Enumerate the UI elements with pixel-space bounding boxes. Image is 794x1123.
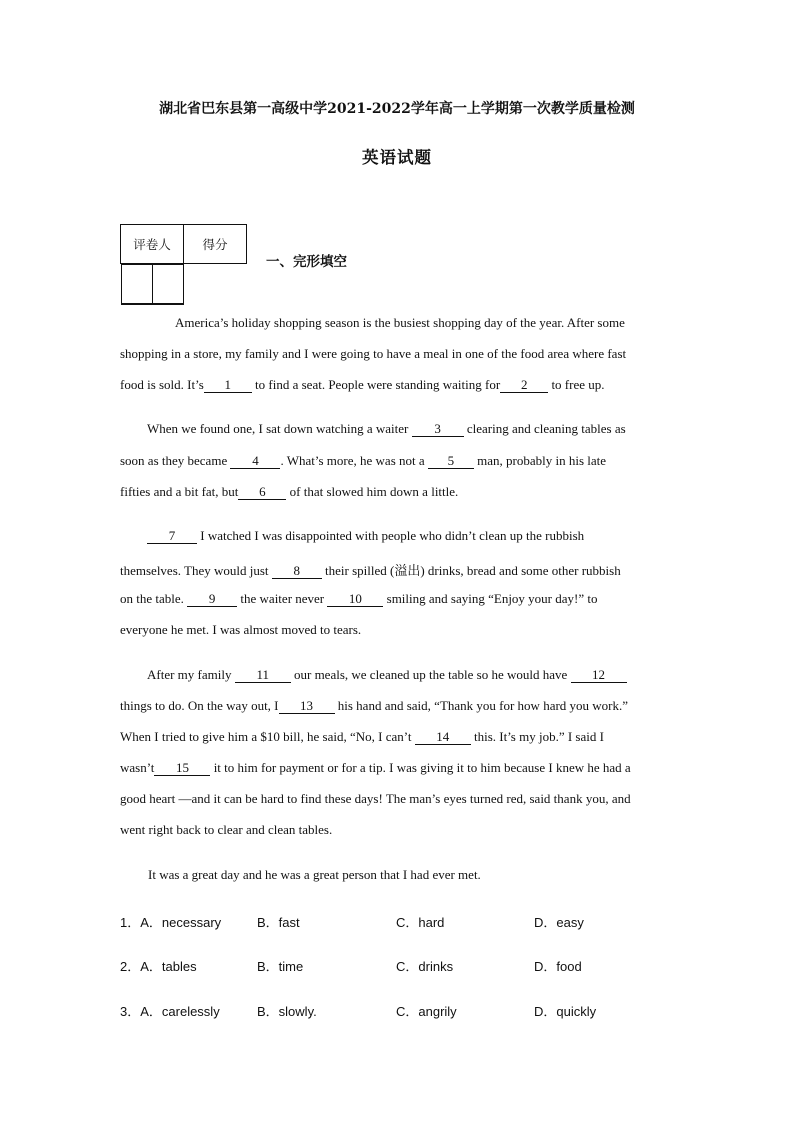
option-b[interactable]: B．time (257, 959, 304, 974)
passage-line: food is sold. It’s 1 to find a seat. People were standing waiting for 2 to free up. (120, 377, 605, 392)
passage-line: 7 I watched I was disappointed with people who didn’t clean up the rubbish (120, 528, 680, 544)
option-b[interactable]: B．slowly. (257, 1004, 317, 1019)
passage-line: It was a great day and he was a great person that I had ever met. (148, 867, 481, 882)
passage-line: themselves. They would just 8 their spilled (溢出) drinks, bread and some other rubbish (120, 563, 621, 578)
blank-5[interactable]: 5 (428, 454, 474, 469)
blank-8[interactable]: 8 (272, 564, 322, 579)
passage-line: things to do. On the way out, I 13 his hand and said, “Thank you for how hard you work.” (120, 698, 629, 713)
score-cell[interactable] (152, 265, 183, 304)
score-table (120, 224, 247, 305)
blank-2[interactable]: 2 (500, 378, 548, 393)
option-a[interactable]: 2．A．tables (120, 959, 197, 974)
blank-15[interactable]: 15 (154, 761, 210, 776)
option-d[interactable]: D．food (534, 959, 582, 974)
option-d[interactable]: D．quickly (534, 1004, 597, 1019)
reviewer-cell[interactable] (121, 265, 152, 304)
passage-line: When we found one, I sat down watching a waiter 3 clearing and cleaning tables as (147, 421, 626, 436)
blank-7[interactable]: 7 (147, 529, 197, 544)
option-d[interactable]: D．easy (534, 915, 584, 930)
passage-line: went right back to clear and clean tables. (120, 822, 333, 837)
option-c[interactable]: C．drinks (396, 959, 454, 974)
passage-line: shopping in a store, my family and I were going to have a meal in one of the food area where fast (120, 346, 627, 361)
passage-line: When I tried to give him a $10 bill, he said, “No, I can’t 14 this. It’s my job.” I said I (120, 729, 604, 744)
passage-line: good heart —and it can be hard to find these days! The man’s eyes turned red, said thank you, and (120, 791, 631, 806)
score-header: 得分 (184, 225, 247, 264)
section-heading: 一、完形填空 (266, 254, 347, 270)
passage-line: America’s holiday shopping season is the busiest shopping day of the year. After some (175, 315, 625, 330)
blank-3[interactable]: 3 (412, 422, 464, 437)
passage-line: wasn’t 15 it to him for payment or for a tip. I was giving it to him because I knew he had a (120, 760, 631, 775)
option-a[interactable]: 3．A．carelessly (120, 1004, 220, 1019)
option-c[interactable]: C．hard (396, 915, 445, 930)
blank-14[interactable]: 14 (415, 730, 471, 745)
blank-6[interactable]: 6 (238, 485, 286, 500)
passage-line: fifties and a bit fat, but 6 of that slowed him down a little. (120, 484, 459, 499)
exam-title: 湖北省巴东县第一高级中学2021-2022学年高一上学期第一次教学质量检测 (159, 101, 635, 117)
passage-line: on the table. 9 the waiter never 10 smiling and saying “Enjoy your day!” to (120, 591, 598, 606)
passage-line: everyone he met. I was almost moved to tears. (120, 622, 362, 637)
passage-line: After my family 11 our meals, we cleaned up the table so he would have 12 (120, 667, 680, 683)
blank-11[interactable]: 11 (235, 668, 291, 683)
blank-4[interactable]: 4 (230, 454, 280, 469)
option-b[interactable]: B．fast (257, 915, 300, 930)
blank-1[interactable]: 1 (204, 378, 252, 393)
exam-subtitle: 英语试题 (362, 148, 432, 167)
blank-12[interactable]: 12 (571, 668, 627, 683)
option-c[interactable]: C．angrily (396, 1004, 457, 1019)
option-a[interactable]: 1．A．necessary (120, 915, 222, 930)
blank-9[interactable]: 9 (187, 592, 237, 607)
passage-line: soon as they became 4 . What’s more, he was not a 5 man, probably in his late (120, 453, 607, 468)
blank-13[interactable]: 13 (279, 699, 335, 714)
reviewer-header: 评卷人 (121, 225, 184, 264)
blank-10[interactable]: 10 (327, 592, 383, 607)
